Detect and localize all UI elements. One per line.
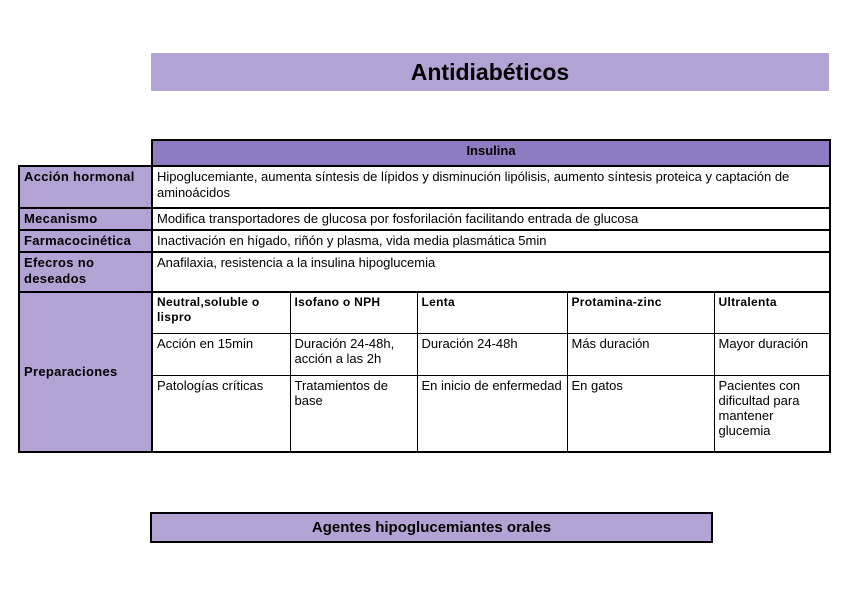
prep-header-cell: Ultralenta: [714, 293, 831, 333]
prep-header-cell: Neutral,soluble o lispro: [153, 293, 290, 333]
prep-cell: Acción en 15min: [153, 333, 290, 375]
preparations-cell: [152, 292, 830, 452]
prep-header-cell: Isofano o NPH: [290, 293, 417, 333]
row-label-accion: Acción hormonal: [19, 166, 152, 208]
row-label-efectos: Efecros no deseados: [19, 252, 152, 292]
row-value-mecanismo: Modifica transportadores de glucosa por fosforilación facilitando entrada de glucosa: [152, 208, 830, 230]
row-label-mecanismo: Mecanismo: [19, 208, 152, 230]
insulin-header-row: [19, 140, 830, 166]
page-title: Antidiabéticos: [410, 58, 570, 85]
prep-cell: Duración 24-48h, acción a las 2h: [290, 333, 417, 375]
row-value-efectos: Anafilaxia, resistencia a la insulina hipoglucemia: [152, 252, 830, 292]
table-row: [19, 252, 830, 292]
prep-cell: Duración 24-48h: [417, 333, 567, 375]
table-row: [19, 166, 830, 208]
page-title-bar: [151, 53, 829, 91]
prep-cell: Patologías críticas: [153, 375, 290, 451]
insulin-header: Insulina: [152, 140, 830, 166]
table-row: [19, 208, 830, 230]
table-row: [19, 230, 830, 252]
prep-cell: Más duración: [567, 333, 714, 375]
preparations-row: [19, 292, 830, 452]
prep-cell: En inicio de enfermedad: [417, 375, 567, 451]
row-value-accion: Hipoglucemiante, aumenta síntesis de lípidos y disminución lipólisis, aumento síntesis proteica y captación de aminoácidos: [152, 166, 830, 208]
preparations-table: [153, 293, 831, 451]
oral-agents-header: Agentes hipoglucemiantes orales: [311, 519, 552, 536]
row-value-farmacocinetica: Inactivación en hígado, riñón y plasma, vida media plasmática 5min: [152, 230, 830, 252]
row-label-farmacocinetica: Farmacocinética: [19, 230, 152, 252]
insulin-table: [18, 139, 831, 453]
prep-cell: Tratamientos de base: [290, 375, 417, 451]
prep-header-cell: Protamina-zinc: [567, 293, 714, 333]
row-label-preparaciones: Preparaciones: [19, 292, 152, 452]
prep-header-row: [153, 293, 831, 333]
prep-header-cell: Lenta: [417, 293, 567, 333]
oral-agents-header-bar: [150, 512, 713, 543]
prep-cell: Mayor duración: [714, 333, 831, 375]
prep-cell: En gatos: [567, 375, 714, 451]
prep-row: [153, 333, 831, 375]
prep-cell: Pacientes con dificultad para mantener glucemia: [714, 375, 831, 451]
blank-cell: [19, 140, 152, 166]
prep-row: [153, 375, 831, 451]
